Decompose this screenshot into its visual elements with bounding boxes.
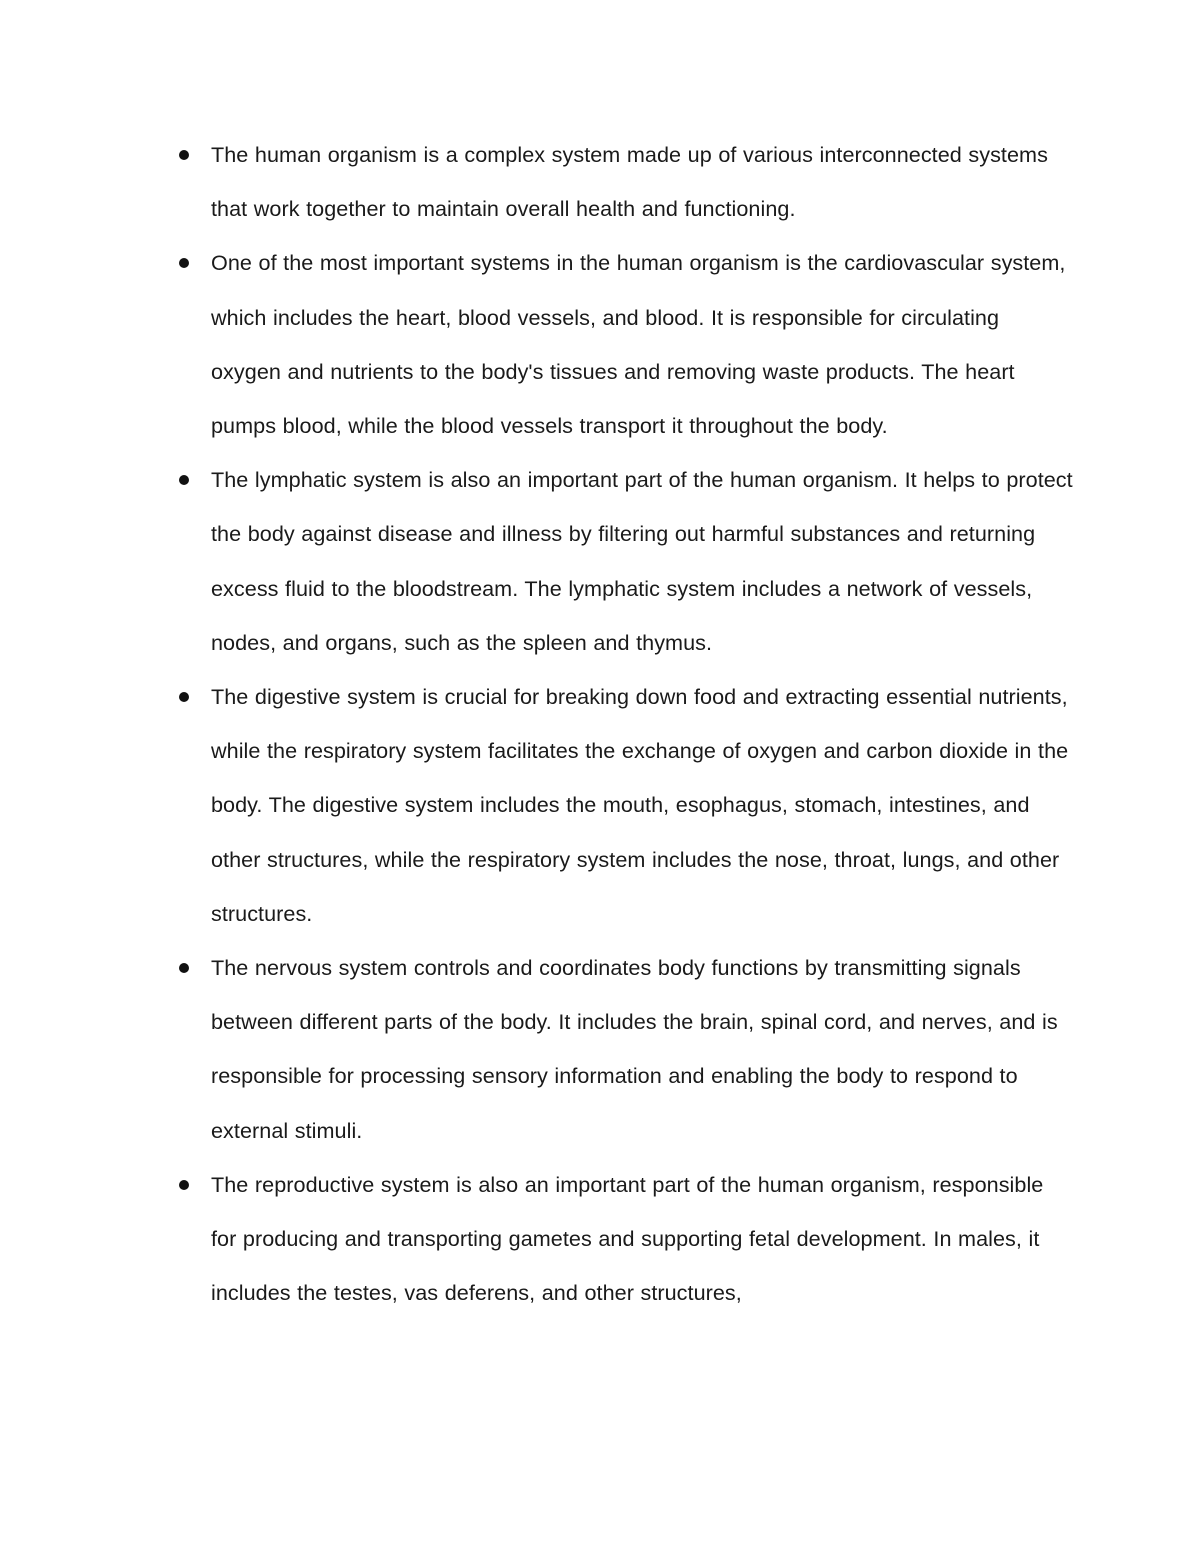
bullet-list bbox=[174, 128, 1074, 1320]
bullet-icon bbox=[179, 1180, 189, 1190]
list-item bbox=[174, 1158, 1074, 1321]
bullet-text: The nervous system controls and coordinates body functions by transmitting signals between different parts of the body. It includes the brain, spinal cord, and nerves, and is responsible for processing sensory information and enabling the body to respond to external stimuli. bbox=[211, 955, 1058, 1143]
bullet-icon bbox=[179, 475, 189, 485]
bullet-text: The lymphatic system is also an important part of the human organism. It helps to protect the body against disease and illness by filtering out harmful substances and returning excess fluid to the bloodstream. The lymphatic system includes a network of vessels, nodes, and organs, such as the spleen and thymus. bbox=[211, 467, 1073, 655]
list-item bbox=[174, 670, 1074, 941]
bullet-text: The digestive system is crucial for breaking down food and extracting essential nutrients, while the respiratory system facilitates the exchange of oxygen and carbon dioxide in the body. The digestive system includes the mouth, esophagus, stomach, intestines, and other structures, while the respiratory system includes the nose, throat, lungs, and other structures. bbox=[211, 684, 1069, 926]
bullet-text: One of the most important systems in the human organism is the cardiovascular system, which includes the heart, blood vessels, and blood. It is responsible for circulating oxygen and nutrients to the body's tissues and removing waste products. The heart pumps blood, while the blood vessels transport it throughout the body. bbox=[211, 250, 1066, 439]
bullet-icon bbox=[179, 258, 189, 268]
bullet-text: The human organism is a complex system made up of various interconnected systems that work together to maintain overall health and functioning. bbox=[211, 142, 1048, 222]
bullet-text: The reproductive system is also an important part of the human organism, responsible for producing and transporting gametes and supporting fetal development. In males, it includes the testes, vas deferens, and other structures, bbox=[211, 1171, 1044, 1306]
list-item bbox=[174, 128, 1074, 236]
list-item bbox=[174, 941, 1074, 1158]
bullet-icon bbox=[179, 692, 189, 702]
bullet-icon bbox=[179, 963, 189, 973]
list-item bbox=[174, 236, 1074, 453]
bullet-icon bbox=[179, 150, 189, 160]
list-item bbox=[174, 453, 1074, 670]
